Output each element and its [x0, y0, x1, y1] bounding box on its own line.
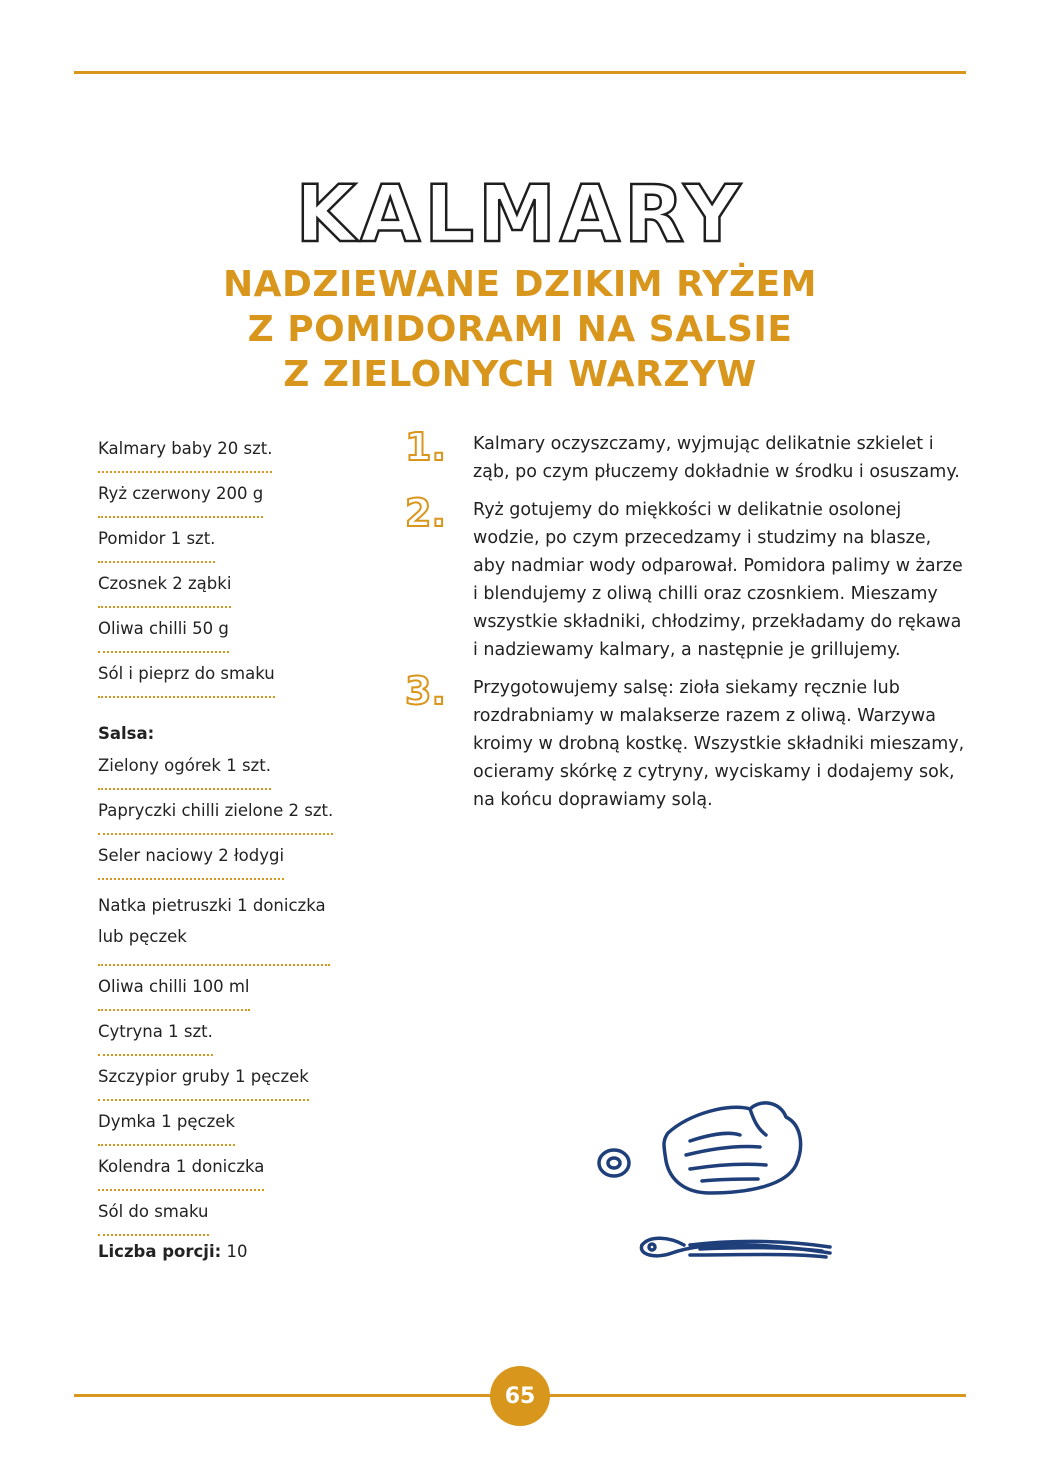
ingredient-item: Ryż czerwony 200 g [98, 477, 263, 518]
salsa-ingredient-item: Dymka 1 pęczek [98, 1105, 235, 1146]
salsa-ingredient-item: Oliwa chilli 100 ml [98, 970, 250, 1011]
ingredients-list [98, 432, 358, 1240]
ingredient-item: Sól i pieprz do smaku [98, 657, 275, 698]
ingredient-item: Oliwa chilli 50 g [98, 612, 229, 653]
salsa-ingredient-item: Zielony ogórek 1 szt. [98, 749, 271, 790]
portions [98, 1242, 247, 1261]
recipe-title: KALMARY [295, 170, 745, 260]
step-text: Kalmary oczyszczamy, wyjmując delikatnie szkielet i ząb, po czym płuczemy dokładnie w środku i osuszamy. [473, 434, 960, 482]
salsa-ingredient-item: Szczypior gruby 1 pęczek [98, 1060, 309, 1101]
portions-value: 10 [226, 1242, 248, 1261]
step-text: Przygotowujemy salsę: zioła siekamy ręcznie lub rozdrabniamy w malakserze razem z oliwą. Warzywa kroimy w drobną kostkę. Wszystkie składniki mieszamy, ocieramy skórkę z cytryny, wyciskamy i dodajemy sok, na końcu doprawiamy solą. [473, 678, 965, 810]
subtitle-line-1: NADZIEWANE DZIKIM RYŻEM [222, 264, 818, 305]
step-1 [405, 425, 965, 486]
portions-label: Liczba porcji: [98, 1242, 222, 1261]
salsa-ingredient-item: Papryczki chilli zielone 2 szt. [98, 794, 333, 835]
page-number: 65 [490, 1366, 550, 1426]
step-2 [405, 491, 965, 664]
salsa-ingredient-item: Cytryna 1 szt. [98, 1015, 213, 1056]
squid-body-icon [664, 1103, 801, 1193]
recipe-subtitle [0, 262, 1040, 397]
steps-list [405, 425, 965, 814]
salsa-ingredient-item: Seler naciowy 2 łodygi [98, 839, 284, 880]
subtitle-line-2: Z POMIDORAMI NA SALSIE [247, 309, 793, 350]
top-rule [74, 71, 966, 74]
subtitle-line-3: Z ZIELONYCH WARZYW [283, 354, 757, 395]
step-3 [405, 669, 965, 814]
squid-ring-icon [599, 1150, 629, 1176]
step-number: 1. [405, 425, 446, 469]
step-number: 3. [405, 669, 446, 713]
salsa-ingredient-item: Sól do smaku [98, 1195, 209, 1236]
step-number: 2. [405, 491, 446, 535]
ingredient-item: Pomidor 1 szt. [98, 522, 215, 563]
salsa-ingredient-item: Kolendra 1 doniczka [98, 1150, 264, 1191]
squid-illustration [590, 1095, 840, 1280]
ingredient-item: Czosnek 2 ząbki [98, 567, 231, 608]
ingredient-item: Kalmary baby 20 szt. [98, 432, 272, 473]
step-text: Ryż gotujemy do miękkości w delikatnie osolonej wodzie, po czym przecedzamy i studzimy na blasze, aby nadmiar wody odparował. Pomidora palimy w żarze i blendujemy z oliwą chilli oraz czosnkiem. Mieszamy wszystkie składniki, chłodzimy, przekładamy do rękawa i nadziewamy kalmary, a następnie je grillujemy. [473, 500, 963, 660]
salsa-ingredient-item: Natka pietruszki 1 doniczka lub pęczek [98, 884, 330, 966]
salsa-heading: Salsa: [98, 724, 155, 743]
squid-tentacles-icon [641, 1238, 830, 1257]
